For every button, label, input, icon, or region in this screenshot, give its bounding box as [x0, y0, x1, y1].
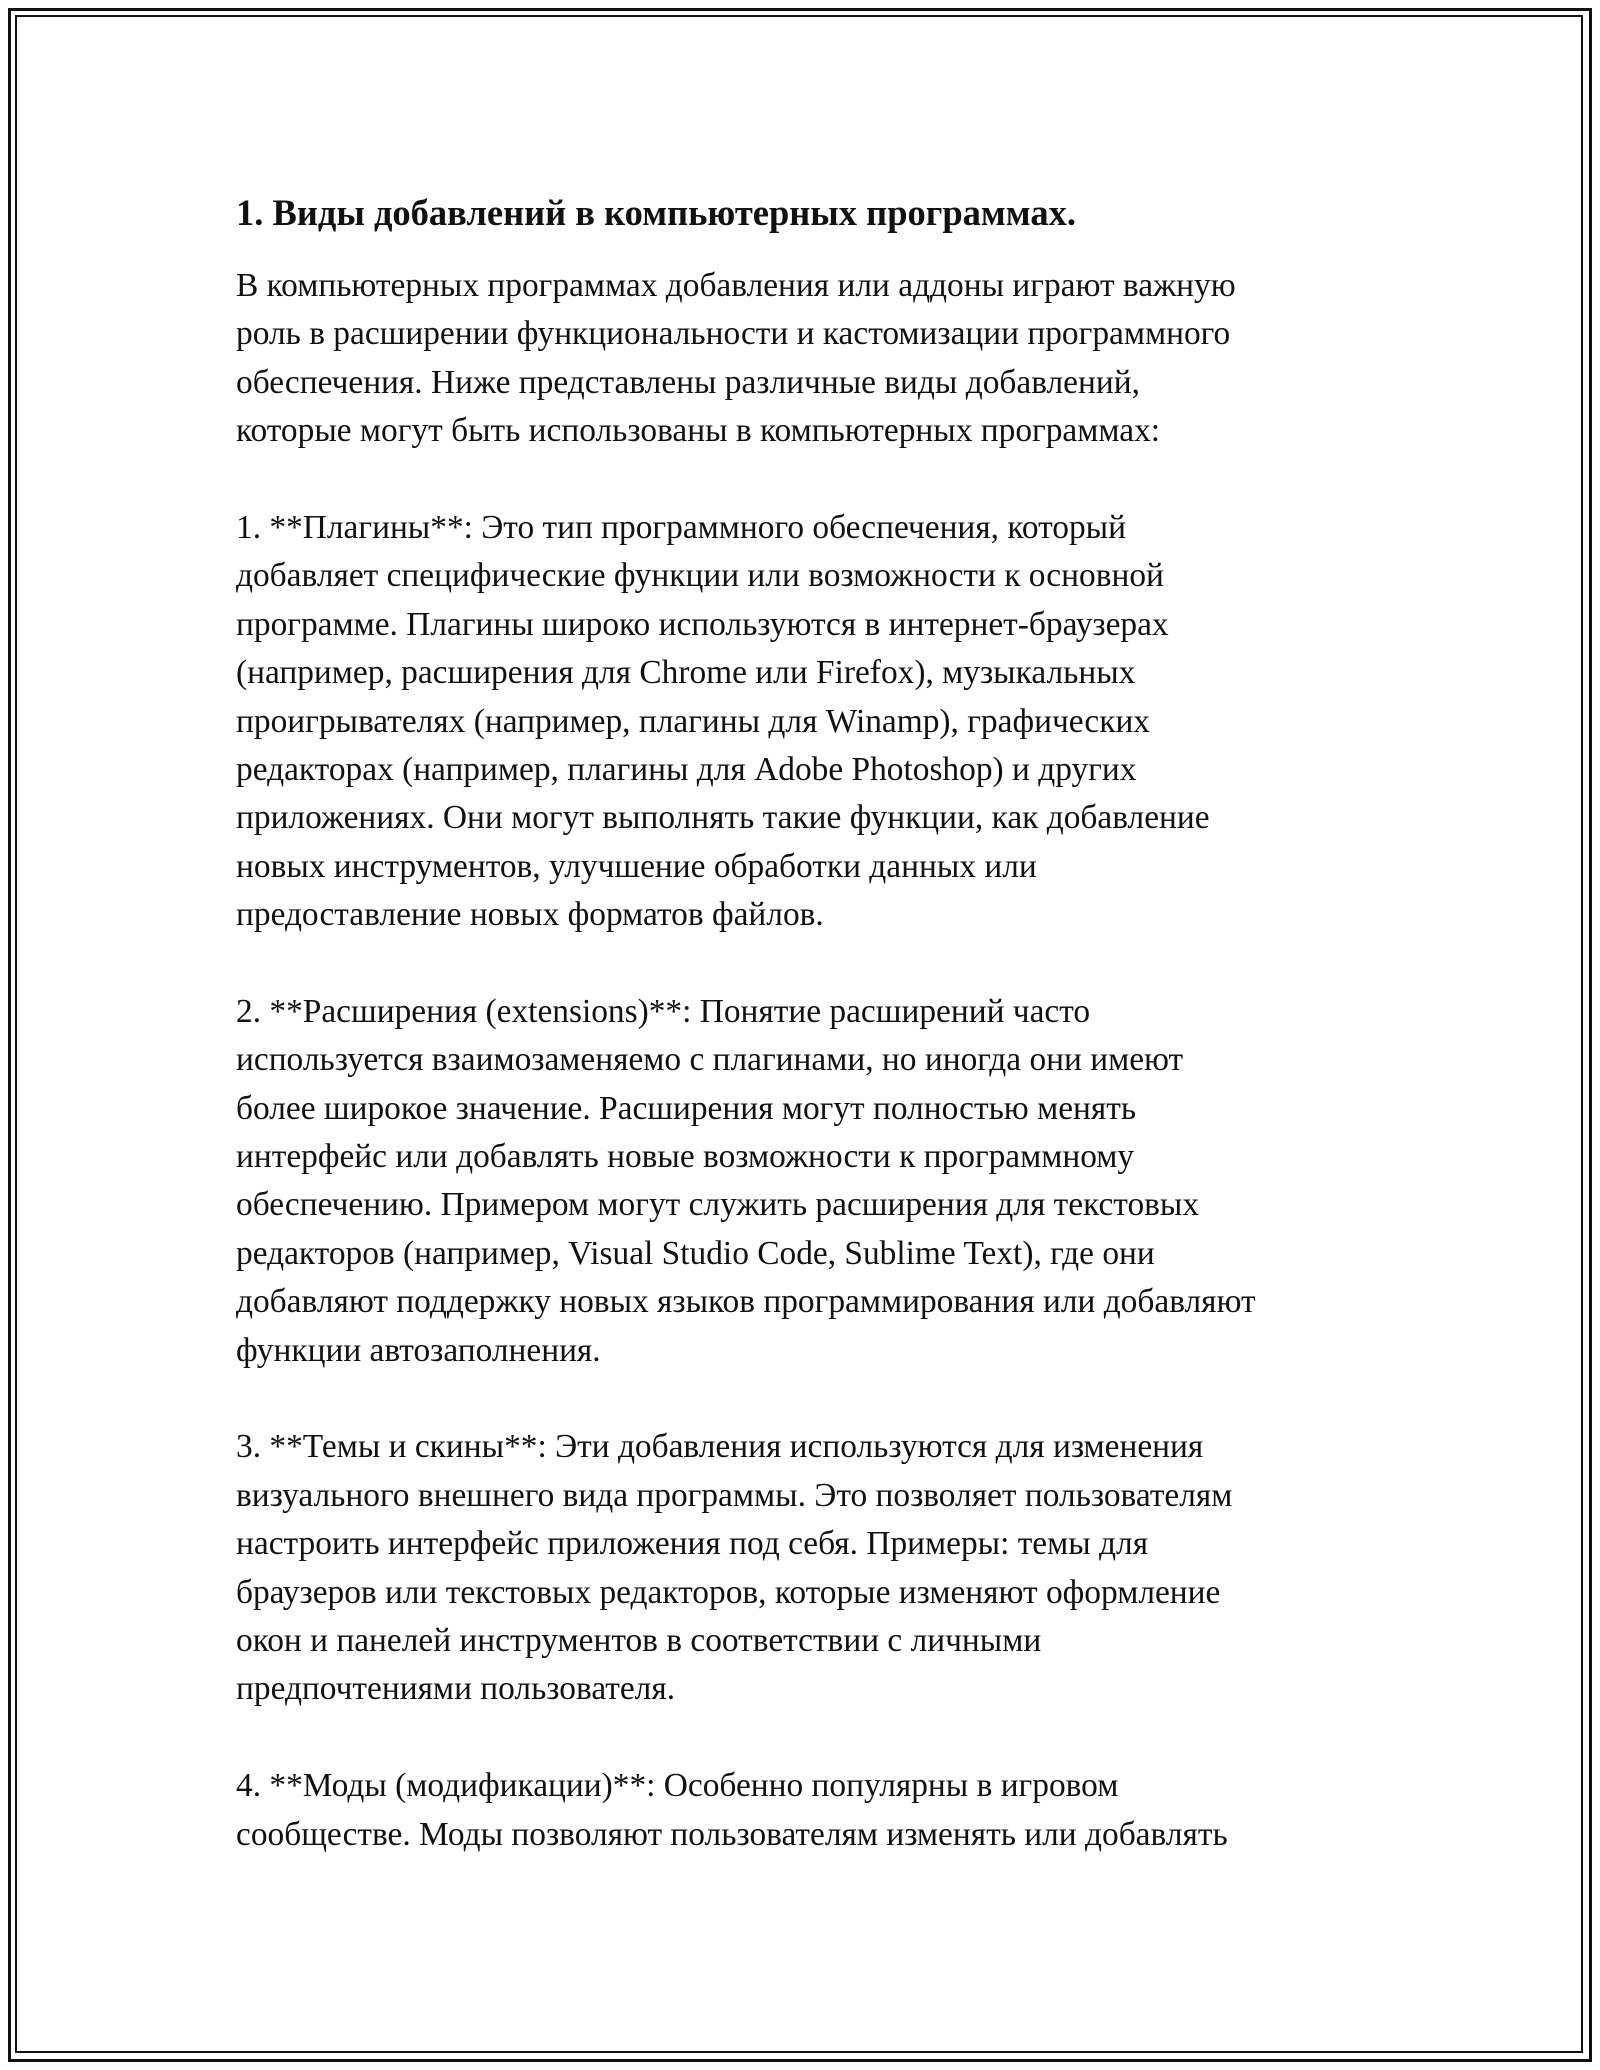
- text-line: сообществе. Моды позволяют пользователям изменять или добавлять: [236, 1815, 1228, 1853]
- text-line: более широкое значение. Расширения могут полностью менять: [236, 1089, 1137, 1127]
- text-line: проигрывателях (например, плагины для Winamp), графических: [236, 702, 1151, 740]
- text-line: программе. Плагины широко используются в интернет-браузерах: [236, 605, 1169, 643]
- paragraph-mods: [236, 1762, 1386, 1859]
- text-line: 2. **Расширения (extensions)**: Понятие расширений часто: [236, 992, 1091, 1030]
- text-line: функции автозаполнения.: [236, 1331, 601, 1369]
- text-line: окон и панелей инструментов в соответствии с личными: [236, 1621, 1042, 1659]
- document-heading: 1. Виды добавлений в компьютерных программах.: [236, 192, 1076, 233]
- text-line: 3. **Темы и скины**: Эти добавления используются для изменения: [236, 1428, 1204, 1466]
- paragraph-spacer: [236, 939, 1386, 987]
- text-line: 1. **Плагины**: Это тип программного обеспечения, который: [236, 508, 1126, 546]
- paragraph-spacer: [236, 456, 1386, 504]
- paragraph-extensions: [236, 988, 1386, 1375]
- text-line: добавляет специфические функции или возможности к основной: [236, 557, 1164, 595]
- text-line: используется взаимозаменяемо с плагинами, но иногда они имеют: [236, 1041, 1184, 1079]
- text-line: браузеров или текстовых редакторов, которые изменяют оформление: [236, 1573, 1221, 1611]
- text-line: обеспечения. Ниже представлены различные виды добавлений,: [236, 363, 1140, 401]
- text-line: предоставление новых форматов файлов.: [236, 896, 824, 934]
- text-line: настроить интерфейс приложения под себя. Примеры: темы для: [236, 1525, 1149, 1563]
- text-line: редакторах (например, плагины для Adobe Photoshop) и других: [236, 750, 1137, 788]
- text-line: обеспечению. Примером могут служить расширения для текстовых: [236, 1186, 1200, 1224]
- text-line: интерфейс или добавлять новые возможности к программному: [236, 1138, 1135, 1176]
- text-line: роль в расширении функциональности и кастомизации программного: [236, 315, 1231, 353]
- text-line: В компьютерных программах добавления или аддоны играют важную: [236, 267, 1236, 304]
- text-line: новых инструментов, улучшение обработки данных или: [236, 847, 1037, 885]
- text-line: (например, расширения для Chrome или Firefox), музыкальных: [236, 654, 1136, 692]
- paragraph-themes: [236, 1423, 1386, 1713]
- paragraph-plugins: [236, 504, 1386, 940]
- text-line: визуального внешнего вида программы. Это позволяет пользователям: [236, 1476, 1233, 1514]
- paragraph-intro: [236, 262, 1386, 456]
- text-line: 4. **Моды (модификации)**: Особенно популярны в игровом: [236, 1767, 1119, 1805]
- text-line: предпочтениями пользователя.: [236, 1670, 676, 1708]
- document-body: [236, 190, 1386, 1859]
- text-line: редакторов (например, Visual Studio Code, Sublime Text), где они: [236, 1234, 1155, 1272]
- paragraph-spacer: [236, 1714, 1386, 1762]
- paragraph-spacer: [236, 1375, 1386, 1423]
- text-line: которые могут быть использованы в компьютерных программах:: [236, 412, 1161, 450]
- text-line: добавляют поддержку новых языков программирования или добавляют: [236, 1283, 1256, 1321]
- text-line: приложениях. Они могут выполнять такие функции, как добавление: [236, 799, 1210, 837]
